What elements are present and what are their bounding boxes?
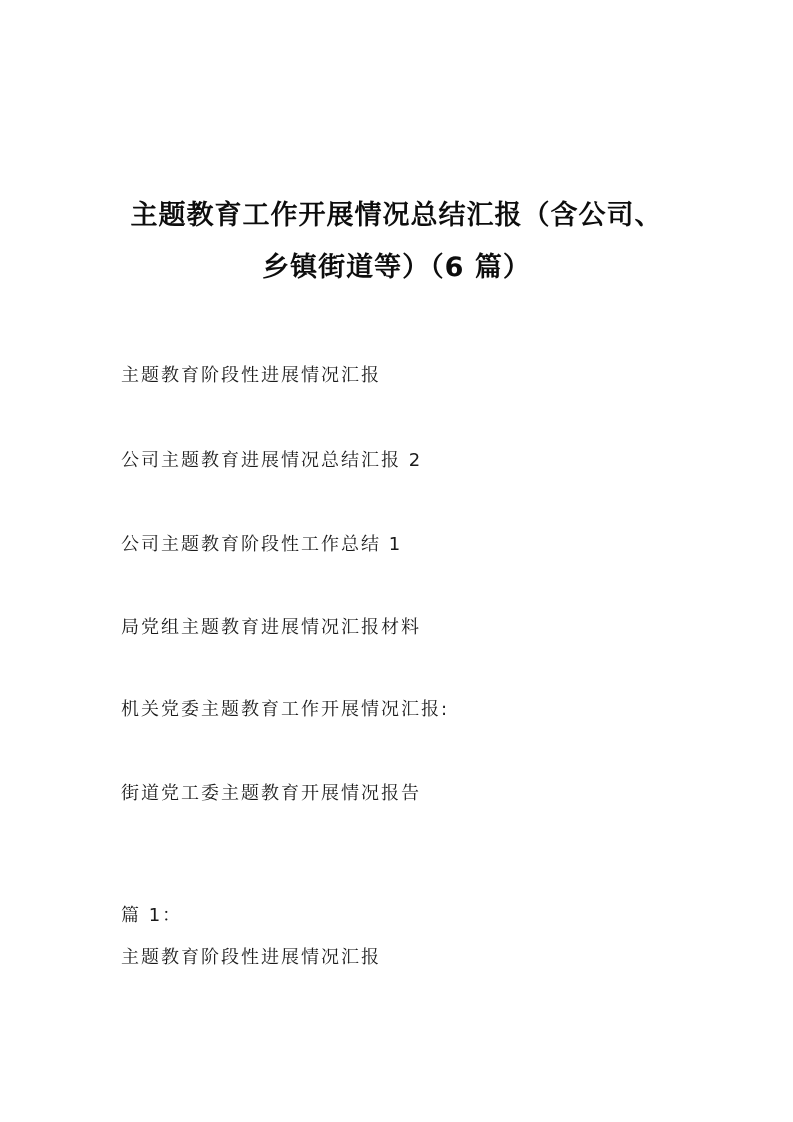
section-title: 主题教育阶段性进展情况汇报: [121, 947, 381, 968]
section-label: 篇 1：: [121, 905, 183, 926]
toc-item: 局党组主题教育进展情况汇报材料: [121, 617, 421, 638]
toc-item: 机关党委主题教育工作开展情况汇报:: [121, 699, 450, 720]
toc-item: 主题教育阶段性进展情况汇报: [121, 365, 381, 386]
toc-item: 街道党工委主题教育开展情况报告: [121, 783, 421, 804]
toc-item: 公司主题教育进展情况总结汇报 2: [121, 450, 423, 471]
toc-item: 公司主题教育阶段性工作总结 1: [121, 534, 403, 555]
document-title-line-2: 乡镇街道等）（6 篇）: [262, 252, 531, 283]
document-title-line-1: 主题教育工作开展情况总结汇报（含公司、: [130, 200, 663, 231]
